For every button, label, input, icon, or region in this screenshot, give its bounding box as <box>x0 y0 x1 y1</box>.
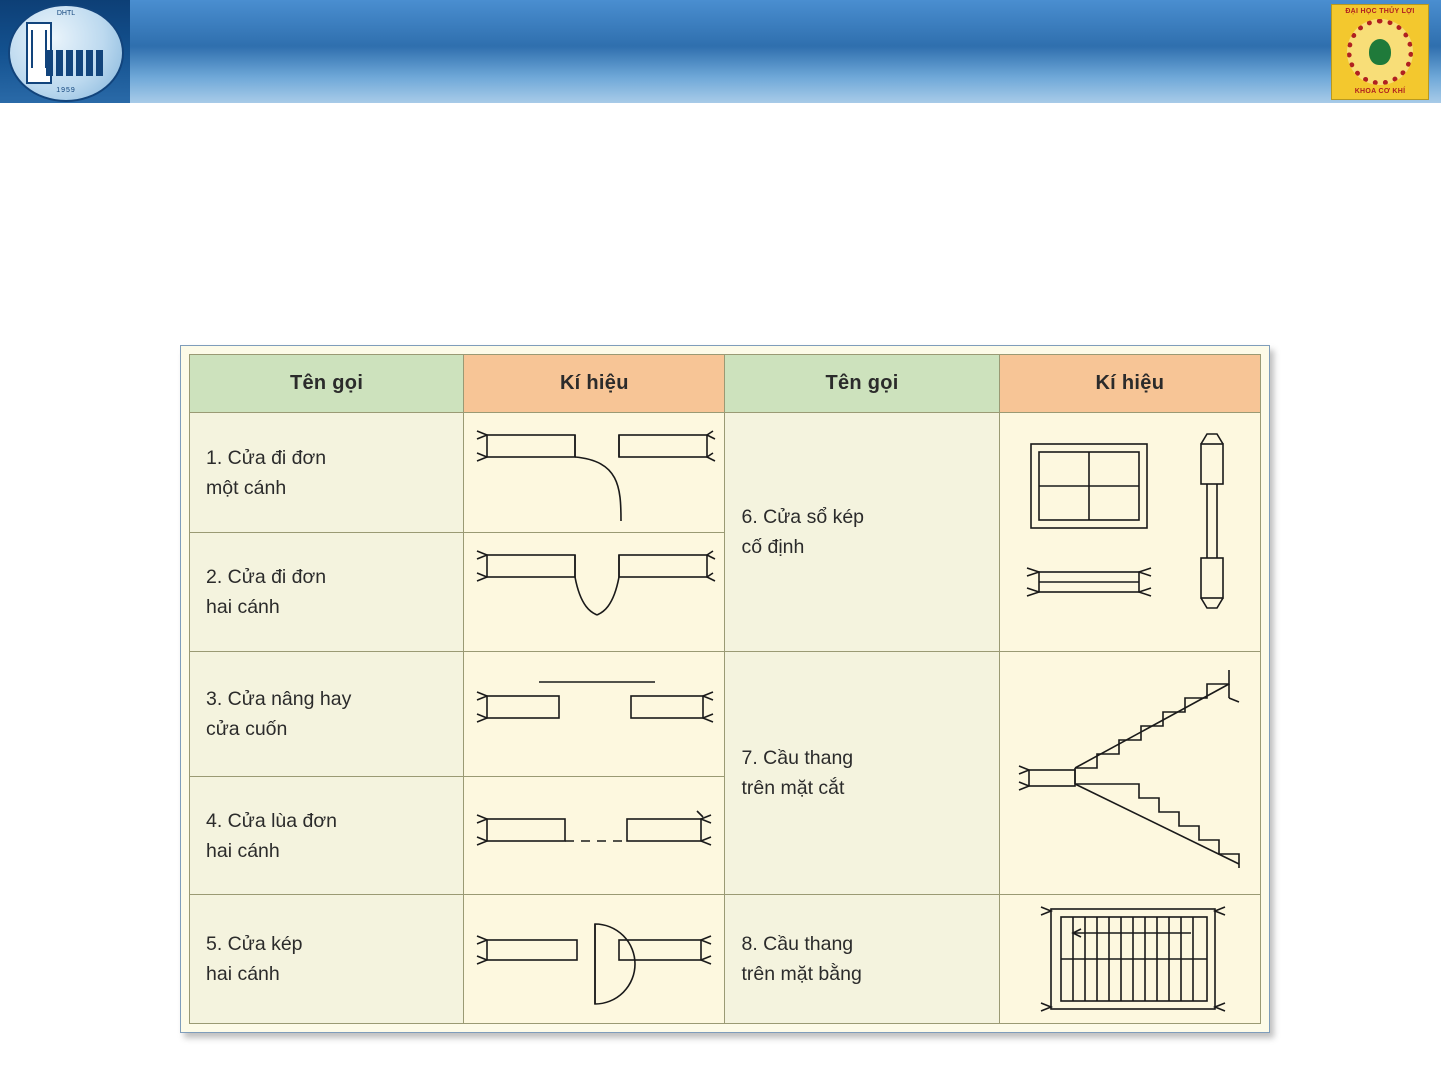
rolling-door-symbol <box>469 666 719 762</box>
row-label-2: 2. Cửa đi đơn hai cánh <box>190 533 464 651</box>
row-symbol-3 <box>464 651 725 777</box>
table-row <box>190 895 1261 1024</box>
row-label-3: 3. Cửa nâng hay cửa cuốn <box>190 651 464 777</box>
row-symbol-1 <box>464 413 725 533</box>
university-emblem-bottom-text: 1959 <box>56 87 76 94</box>
row-label-8: 8. Cầu thang trên mặt bằng <box>725 895 999 1024</box>
symbols-table <box>189 354 1261 1024</box>
row-label-5: 5. Cửa kép hai cánh <box>190 895 464 1024</box>
gear-icon <box>1347 19 1413 85</box>
double-swing-door-symbol <box>469 904 719 1014</box>
faculty-emblem-top-text: ĐẠI HỌC THỦY LỢI <box>1345 8 1415 15</box>
table-row <box>190 651 1261 777</box>
table-row <box>190 413 1261 533</box>
stair-plan-symbol <box>1005 899 1255 1019</box>
row-symbol-4 <box>464 777 725 895</box>
header-symbol-left: Kí hiệu <box>464 355 725 413</box>
university-emblem-top-text: DHTL <box>56 10 76 17</box>
row-symbol-8 <box>999 895 1260 1024</box>
emblem-dam-bars <box>46 46 108 76</box>
fixed-double-window-symbol <box>1005 422 1255 642</box>
row-label-4: 4. Cửa lùa đơn hai cánh <box>190 777 464 895</box>
university-emblem-icon <box>8 4 124 102</box>
slide-header-banner <box>0 0 1441 105</box>
double-leaf-door-symbol <box>469 537 719 647</box>
faculty-emblem-bottom-text: KHOA CƠ KHÍ <box>1354 88 1406 95</box>
stair-section-symbol <box>1001 658 1261 888</box>
row-symbol-2 <box>464 533 725 651</box>
single-leaf-door-symbol <box>469 417 719 529</box>
row-symbol-7 <box>999 651 1260 895</box>
symbols-figure <box>180 345 1270 1033</box>
row-symbol-5 <box>464 895 725 1024</box>
header-name-left: Tên gọi <box>190 355 464 413</box>
row-label-6: 6. Cửa sổ kép cố định <box>725 413 999 652</box>
table-header-row <box>190 355 1261 413</box>
row-label-1: 1. Cửa đi đơn một cánh <box>190 413 464 533</box>
header-name-right: Tên gọi <box>725 355 999 413</box>
row-label-7: 7. Cầu thang trên mặt cắt <box>725 651 999 895</box>
row-symbol-6 <box>999 413 1260 652</box>
sliding-door-symbol <box>469 791 719 881</box>
faculty-emblem-icon <box>1331 4 1429 100</box>
header-symbol-right: Kí hiệu <box>999 355 1260 413</box>
